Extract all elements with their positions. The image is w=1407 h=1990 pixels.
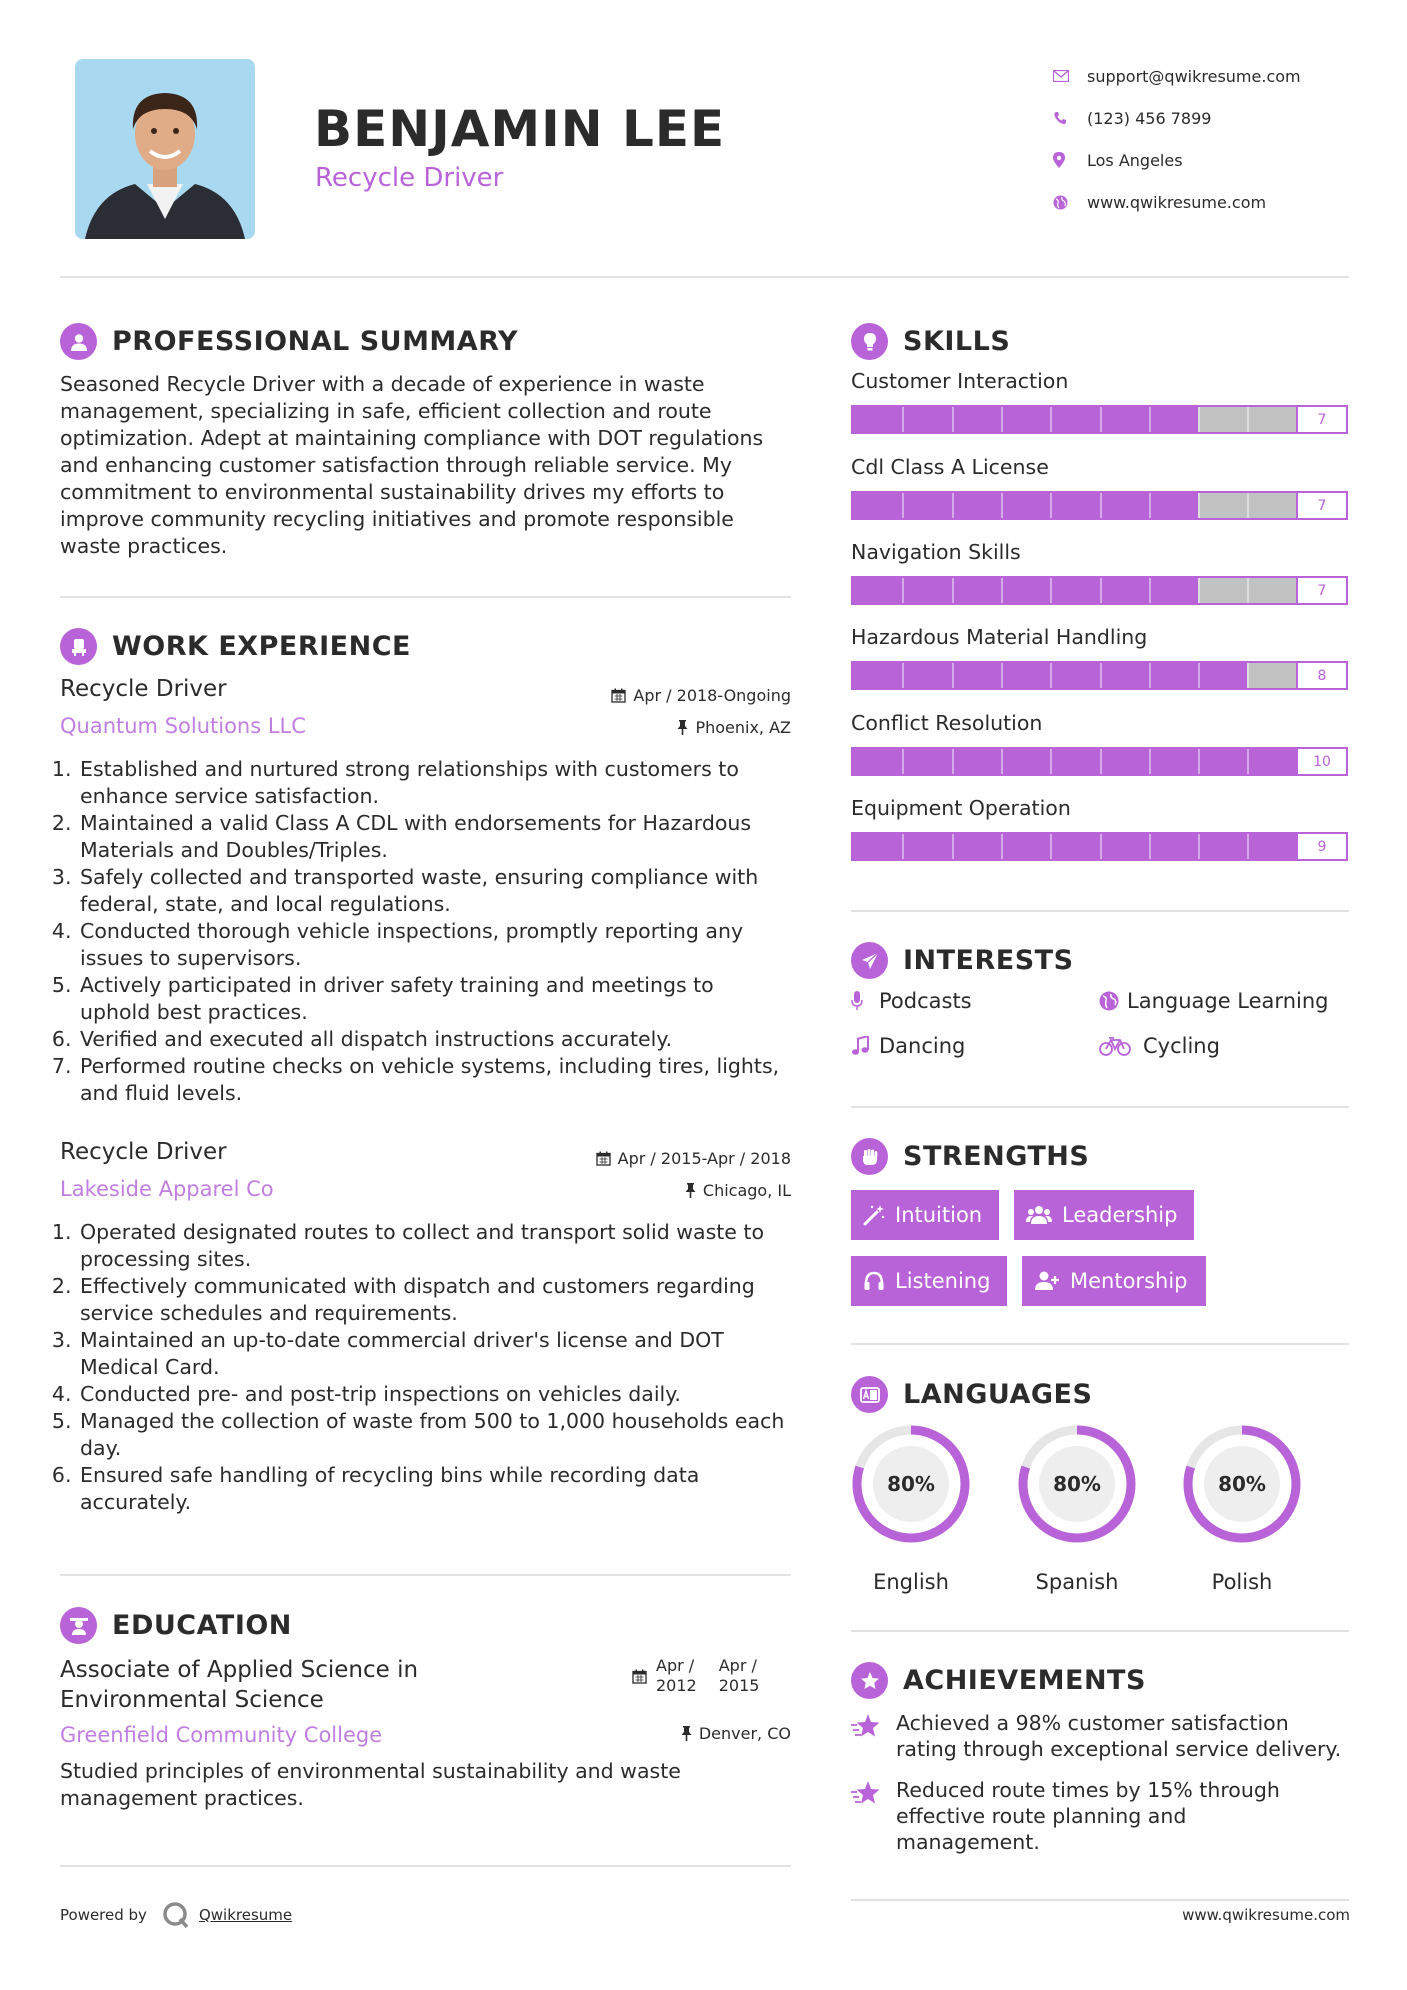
graduation-icon bbox=[60, 1607, 97, 1644]
footer-website[interactable]: www.qwikresume.com bbox=[1182, 1906, 1350, 1924]
skill-item bbox=[851, 711, 1348, 776]
skill-bar bbox=[851, 491, 1348, 520]
skill-bar-segment bbox=[1050, 663, 1052, 688]
skill-bar-segment bbox=[952, 578, 954, 603]
interest-item bbox=[1099, 989, 1328, 1013]
list-item bbox=[78, 1462, 800, 1516]
achievement-item bbox=[851, 1710, 1351, 1762]
skill-item bbox=[851, 455, 1348, 520]
list-item bbox=[78, 1327, 800, 1381]
calendar-icon bbox=[611, 688, 626, 703]
list-item bbox=[78, 1026, 800, 1053]
language-name: Polish bbox=[1211, 1570, 1273, 1594]
skill-bar-segment bbox=[1001, 663, 1003, 688]
work-divider bbox=[60, 1574, 791, 1576]
bullet-line: 6. Verified and executed all dispatch instructions accurately. bbox=[80, 1027, 673, 1051]
skill-name: Equipment Operation bbox=[851, 796, 1071, 820]
star-badge-icon bbox=[851, 1662, 888, 1699]
bullet-line: 4. Conducted pre- and post-trip inspections on vehicles daily. bbox=[80, 1382, 681, 1406]
list-item bbox=[78, 972, 800, 1026]
skill-bar-segment bbox=[1247, 407, 1249, 432]
skill-bar-segment bbox=[1100, 578, 1102, 603]
skill-bar-segment bbox=[1198, 834, 1200, 859]
interests-divider bbox=[851, 1106, 1349, 1108]
skill-bar-segment bbox=[1050, 834, 1052, 859]
skill-bar-segment bbox=[1247, 834, 1249, 859]
skill-level: 7 bbox=[1296, 407, 1346, 432]
interest-item bbox=[1099, 1034, 1220, 1058]
education-location bbox=[500, 1724, 791, 1743]
bullet-line: service schedules and requirements. bbox=[80, 1301, 458, 1325]
achievement-item bbox=[851, 1777, 1351, 1855]
summary-text bbox=[60, 371, 800, 560]
skills-divider bbox=[851, 910, 1349, 912]
job-date bbox=[500, 1149, 791, 1168]
education-location-text: Denver, CO bbox=[698, 1724, 791, 1743]
skill-bar bbox=[851, 661, 1348, 690]
languages-divider bbox=[851, 1630, 1349, 1632]
school-name: Greenfield Community College bbox=[60, 1723, 383, 1747]
email-text[interactable]: support@qwikresume.com bbox=[1087, 66, 1301, 86]
fist-icon bbox=[851, 1138, 888, 1175]
education-start bbox=[656, 1656, 697, 1696]
achievement-line: Achieved a 98% customer satisfaction bbox=[896, 1711, 1289, 1735]
qwikresume-logo-icon bbox=[161, 1900, 191, 1930]
list-item bbox=[78, 810, 800, 864]
music-icon bbox=[851, 1036, 879, 1056]
candidate-role: Recycle Driver bbox=[315, 163, 504, 193]
strength-label: Intuition bbox=[895, 1203, 983, 1227]
skill-bar-segment bbox=[1149, 407, 1151, 432]
degree bbox=[60, 1655, 418, 1715]
skill-bar-segment bbox=[1149, 834, 1151, 859]
list-item bbox=[78, 1273, 800, 1327]
interest-label: Language Learning bbox=[1127, 989, 1329, 1013]
skill-name: Hazardous Material Handling bbox=[851, 625, 1148, 649]
language-item bbox=[849, 1422, 973, 1594]
summary-line: waste practices. bbox=[60, 534, 228, 558]
bullet-line: 5. Actively participated in driver safety training and meetings to bbox=[80, 973, 714, 997]
skill-bar-segment bbox=[1100, 407, 1102, 432]
list-item bbox=[78, 1219, 800, 1273]
envelope-icon bbox=[1052, 70, 1087, 82]
education-divider bbox=[60, 1865, 791, 1867]
start-month: Apr / bbox=[656, 1656, 695, 1675]
footer-powered-by bbox=[60, 1900, 292, 1930]
job-location bbox=[500, 1181, 791, 1200]
qwikresume-link[interactable]: Qwikresume bbox=[198, 1906, 293, 1924]
skill-bar-segment bbox=[1149, 493, 1151, 518]
job-title: Recycle Driver bbox=[60, 676, 227, 702]
achievement-line: Reduced route times by 15% through bbox=[896, 1778, 1280, 1802]
language-percent: 80% bbox=[1218, 1472, 1266, 1496]
skill-bar-segment bbox=[1100, 834, 1102, 859]
job-location bbox=[500, 718, 791, 737]
summary-line: commitment to environmental sustainability drives my efforts to bbox=[60, 480, 725, 504]
bullet-line: 1. Established and nurtured strong relationships with customers to bbox=[80, 757, 739, 781]
strength-label: Leadership bbox=[1062, 1203, 1178, 1227]
summary-line: improve community recycling initiatives and promote responsible bbox=[60, 507, 734, 531]
bullet-line: 2. Maintained a valid Class A CDL with endorsements for Hazardous bbox=[80, 811, 752, 835]
skill-name: Navigation Skills bbox=[851, 540, 1021, 564]
skill-bar-segment bbox=[952, 493, 954, 518]
star-icon bbox=[851, 1777, 896, 1855]
skill-bar bbox=[851, 747, 1348, 776]
bullet-line: 6. Ensured safe handling of recycling bins while recording data bbox=[80, 1463, 700, 1487]
header-divider bbox=[60, 276, 1349, 278]
skill-bar-segment bbox=[1001, 493, 1003, 518]
user-plus-icon bbox=[1034, 1270, 1060, 1292]
summary-line: optimization. Adept at maintaining compliance with DOT regulations bbox=[60, 426, 764, 450]
website-text[interactable]: www.qwikresume.com bbox=[1087, 192, 1267, 212]
skill-bar-segment bbox=[1050, 407, 1052, 432]
bullet-line: enhance service satisfaction. bbox=[80, 784, 379, 808]
skill-name: Customer Interaction bbox=[851, 369, 1069, 393]
pushpin-icon bbox=[681, 1726, 692, 1741]
education-line: Studied principles of environmental sustainability and waste bbox=[60, 1759, 681, 1783]
achievements-title: ACHIEVEMENTS bbox=[903, 1665, 1146, 1696]
languages-section-header bbox=[851, 1376, 1092, 1413]
bullet-line: 1. Operated designated routes to collect and transport solid waste to bbox=[80, 1220, 764, 1244]
headphones-icon bbox=[863, 1270, 885, 1292]
achievement-text bbox=[896, 1777, 1351, 1855]
skill-bar-segment bbox=[952, 663, 954, 688]
phone-text: (123) 456 7899 bbox=[1087, 108, 1212, 128]
strengths-section-header bbox=[851, 1138, 1089, 1175]
interest-label: Dancing bbox=[879, 1034, 966, 1058]
start-year: 2012 bbox=[656, 1676, 697, 1695]
list-item bbox=[78, 1381, 800, 1408]
job-date bbox=[500, 686, 791, 705]
bicycle-icon bbox=[1099, 1036, 1143, 1056]
skill-name: Cdl Class A License bbox=[851, 455, 1049, 479]
calendar-icon bbox=[632, 1669, 647, 1684]
skills-section-header bbox=[851, 323, 1010, 360]
skill-bar-fill bbox=[853, 493, 1198, 518]
job-date-text: Apr / 2015-Apr / 2018 bbox=[617, 1149, 791, 1168]
language-item bbox=[1015, 1422, 1139, 1594]
skill-bar-segment bbox=[1001, 578, 1003, 603]
skill-level: 7 bbox=[1296, 578, 1346, 603]
achievements-section-header bbox=[851, 1662, 1146, 1699]
job-company: Quantum Solutions LLC bbox=[60, 714, 306, 738]
job-location-text: Chicago, IL bbox=[702, 1181, 791, 1200]
achievement-line: rating through exceptional service delivery. bbox=[896, 1737, 1342, 1761]
skill-bar-segment bbox=[952, 834, 954, 859]
bullet-line: accurately. bbox=[80, 1490, 192, 1514]
skill-bar-segment bbox=[1001, 834, 1003, 859]
bullet-line: processing sites. bbox=[80, 1247, 252, 1271]
skill-bar bbox=[851, 405, 1348, 434]
phone-icon bbox=[1052, 111, 1087, 125]
skill-bar-segment bbox=[1198, 493, 1200, 518]
skill-item bbox=[851, 369, 1348, 434]
language-percent: 80% bbox=[887, 1472, 935, 1496]
globe-icon bbox=[1099, 991, 1127, 1011]
achievement-text bbox=[896, 1710, 1351, 1762]
achievement-line: management. bbox=[896, 1830, 1040, 1854]
language-name: English bbox=[873, 1570, 949, 1594]
skill-item bbox=[851, 796, 1348, 861]
interests-section-header bbox=[851, 942, 1074, 979]
skill-bar-segment bbox=[1247, 749, 1249, 774]
profile-photo bbox=[75, 59, 255, 239]
language-percent: 80% bbox=[1053, 1472, 1101, 1496]
bullet-line: 4. Conducted thorough vehicle inspections, promptly reporting any bbox=[80, 919, 744, 943]
contact-website[interactable] bbox=[1052, 181, 1382, 223]
degree-line: Associate of Applied Science in bbox=[60, 1657, 419, 1683]
skill-bar-fill bbox=[853, 407, 1198, 432]
skill-bar bbox=[851, 832, 1348, 861]
calendar-icon bbox=[596, 1151, 611, 1166]
languages-title: LANGUAGES bbox=[903, 1379, 1093, 1410]
star-icon bbox=[851, 1710, 896, 1762]
skill-bar-segment bbox=[1198, 663, 1200, 688]
skill-bar-segment bbox=[1001, 749, 1003, 774]
paper-plane-icon bbox=[851, 942, 888, 979]
skill-level: 9 bbox=[1296, 834, 1346, 859]
language-item bbox=[1180, 1422, 1304, 1594]
skill-bar-segment bbox=[1198, 578, 1200, 603]
job-bullets bbox=[60, 1219, 800, 1516]
education-section-header bbox=[60, 1607, 292, 1644]
user-icon bbox=[60, 323, 97, 360]
interest-item bbox=[851, 1034, 965, 1058]
bullet-line: and fluid levels. bbox=[80, 1081, 243, 1105]
skill-bar-fill bbox=[853, 834, 1297, 859]
globe-icon bbox=[1052, 195, 1087, 210]
work-title: WORK EXPERIENCE bbox=[112, 631, 411, 662]
skill-bar-segment bbox=[1100, 663, 1102, 688]
contact-location bbox=[1052, 139, 1382, 181]
skill-level: 10 bbox=[1296, 749, 1346, 774]
achievement-line: effective route planning and bbox=[896, 1804, 1187, 1828]
language-ring bbox=[849, 1422, 973, 1546]
location-text: Los Angeles bbox=[1087, 150, 1183, 170]
pushpin-icon bbox=[677, 720, 688, 735]
candidate-name: BENJAMIN LEE bbox=[314, 100, 726, 158]
end-year: 2015 bbox=[718, 1676, 760, 1695]
strength-label: Mentorship bbox=[1070, 1269, 1188, 1293]
skill-bar-segment bbox=[1247, 578, 1249, 603]
map-pin-icon bbox=[1052, 152, 1087, 168]
contact-info bbox=[1052, 55, 1382, 223]
bullet-line: uphold best practices. bbox=[80, 1000, 308, 1024]
interests-title: INTERESTS bbox=[903, 945, 1074, 976]
degree-line: Environmental Science bbox=[60, 1687, 324, 1713]
skill-bar-segment bbox=[1149, 663, 1151, 688]
interest-label: Cycling bbox=[1143, 1034, 1220, 1058]
strengths-title: STRENGTHS bbox=[903, 1141, 1090, 1172]
bullet-line: 3. Maintained an up-to-date commercial driver's license and DOT bbox=[80, 1328, 724, 1352]
skill-bar-segment bbox=[902, 749, 904, 774]
skill-bar-segment bbox=[1198, 407, 1200, 432]
strength-tag bbox=[1022, 1256, 1206, 1306]
summary-section-header bbox=[60, 323, 518, 360]
bullet-line: 3. Safely collected and transported waste, ensuring compliance with bbox=[80, 865, 759, 889]
language-icon bbox=[851, 1376, 888, 1413]
skill-bar bbox=[851, 576, 1348, 605]
list-item bbox=[78, 918, 800, 972]
magic-wand-icon bbox=[863, 1204, 885, 1226]
strength-tag bbox=[851, 1190, 999, 1240]
bullet-line: day. bbox=[80, 1436, 122, 1460]
bullet-line: 5. Managed the collection of waste from 500 to 1,000 households each bbox=[80, 1409, 785, 1433]
skill-bar-segment bbox=[1149, 578, 1151, 603]
job-date-text: Apr / 2018-Ongoing bbox=[633, 686, 791, 705]
job-location-text: Phoenix, AZ bbox=[695, 718, 791, 737]
bullet-line: issues to supervisors. bbox=[80, 946, 302, 970]
skill-bar-segment bbox=[1247, 663, 1249, 688]
list-item bbox=[78, 1053, 800, 1107]
strength-label: Listening bbox=[895, 1269, 991, 1293]
contact-phone bbox=[1052, 97, 1382, 139]
skill-bar-segment bbox=[902, 578, 904, 603]
summary-line: and enhancing customer satisfaction through reliable service. My bbox=[60, 453, 732, 477]
contact-email[interactable] bbox=[1052, 55, 1382, 97]
education-description bbox=[60, 1758, 800, 1812]
bullet-line: federal, state, and local regulations. bbox=[80, 892, 451, 916]
briefcase-icon bbox=[60, 628, 97, 665]
skill-item bbox=[851, 540, 1348, 605]
summary-line: management, specializing in safe, efficient collection and route bbox=[60, 399, 712, 423]
interest-item bbox=[851, 989, 972, 1013]
skill-level: 7 bbox=[1296, 493, 1346, 518]
skill-bar-segment bbox=[1001, 407, 1003, 432]
skill-bar-segment bbox=[1050, 493, 1052, 518]
education-line: management practices. bbox=[60, 1786, 304, 1810]
summary-divider bbox=[60, 596, 791, 598]
skill-bar-segment bbox=[902, 493, 904, 518]
achievements-divider bbox=[851, 1899, 1349, 1901]
skill-bar-segment bbox=[902, 407, 904, 432]
pushpin-icon bbox=[685, 1183, 696, 1198]
skill-bar-segment bbox=[902, 663, 904, 688]
bullet-line: Medical Card. bbox=[80, 1355, 220, 1379]
language-name: Spanish bbox=[1035, 1570, 1119, 1594]
skill-bar-segment bbox=[1198, 749, 1200, 774]
skill-bar-segment bbox=[1050, 749, 1052, 774]
end-month: Apr / bbox=[718, 1656, 757, 1675]
bullet-line: 7. Performed routine checks on vehicle systems, including tires, lights, bbox=[80, 1054, 780, 1078]
skills-title: SKILLS bbox=[903, 326, 1011, 357]
skill-bar-segment bbox=[1247, 493, 1249, 518]
summary-title: PROFESSIONAL SUMMARY bbox=[112, 326, 519, 357]
job-bullets bbox=[60, 756, 800, 1107]
bullet-line: Materials and Doubles/Triples. bbox=[80, 838, 388, 862]
lightbulb-icon bbox=[851, 323, 888, 360]
list-item bbox=[78, 1408, 800, 1462]
users-icon bbox=[1026, 1204, 1052, 1226]
skill-bar-segment bbox=[1050, 578, 1052, 603]
skill-bar-fill bbox=[853, 578, 1198, 603]
microphone-icon bbox=[851, 991, 879, 1011]
language-ring bbox=[1015, 1422, 1139, 1546]
strengths-divider bbox=[851, 1343, 1349, 1345]
strength-tag bbox=[851, 1256, 1007, 1306]
job-company: Lakeside Apparel Co bbox=[60, 1177, 274, 1201]
education-end bbox=[719, 1656, 760, 1696]
skill-bar-segment bbox=[952, 407, 954, 432]
job-title: Recycle Driver bbox=[60, 1139, 227, 1165]
skill-bar-segment bbox=[1149, 749, 1151, 774]
education-title: EDUCATION bbox=[112, 1610, 292, 1641]
skill-bar-segment bbox=[902, 834, 904, 859]
interest-label: Podcasts bbox=[879, 989, 972, 1013]
education-dates bbox=[632, 1656, 759, 1696]
skill-bar-segment bbox=[952, 749, 954, 774]
list-item bbox=[78, 756, 800, 810]
powered-by-text: Powered by bbox=[60, 1906, 147, 1924]
list-item bbox=[78, 864, 800, 918]
skill-bar-segment bbox=[1100, 493, 1102, 518]
summary-line: Seasoned Recycle Driver with a decade of experience in waste bbox=[60, 372, 705, 396]
skill-level: 8 bbox=[1296, 663, 1346, 688]
skill-item bbox=[851, 625, 1348, 690]
language-ring bbox=[1180, 1422, 1304, 1546]
skill-name: Conflict Resolution bbox=[851, 711, 1043, 735]
strength-tag bbox=[1014, 1190, 1194, 1240]
skill-bar-segment bbox=[1100, 749, 1102, 774]
work-section-header bbox=[60, 628, 411, 665]
bullet-line: 2. Effectively communicated with dispatch and customers regarding bbox=[80, 1274, 755, 1298]
